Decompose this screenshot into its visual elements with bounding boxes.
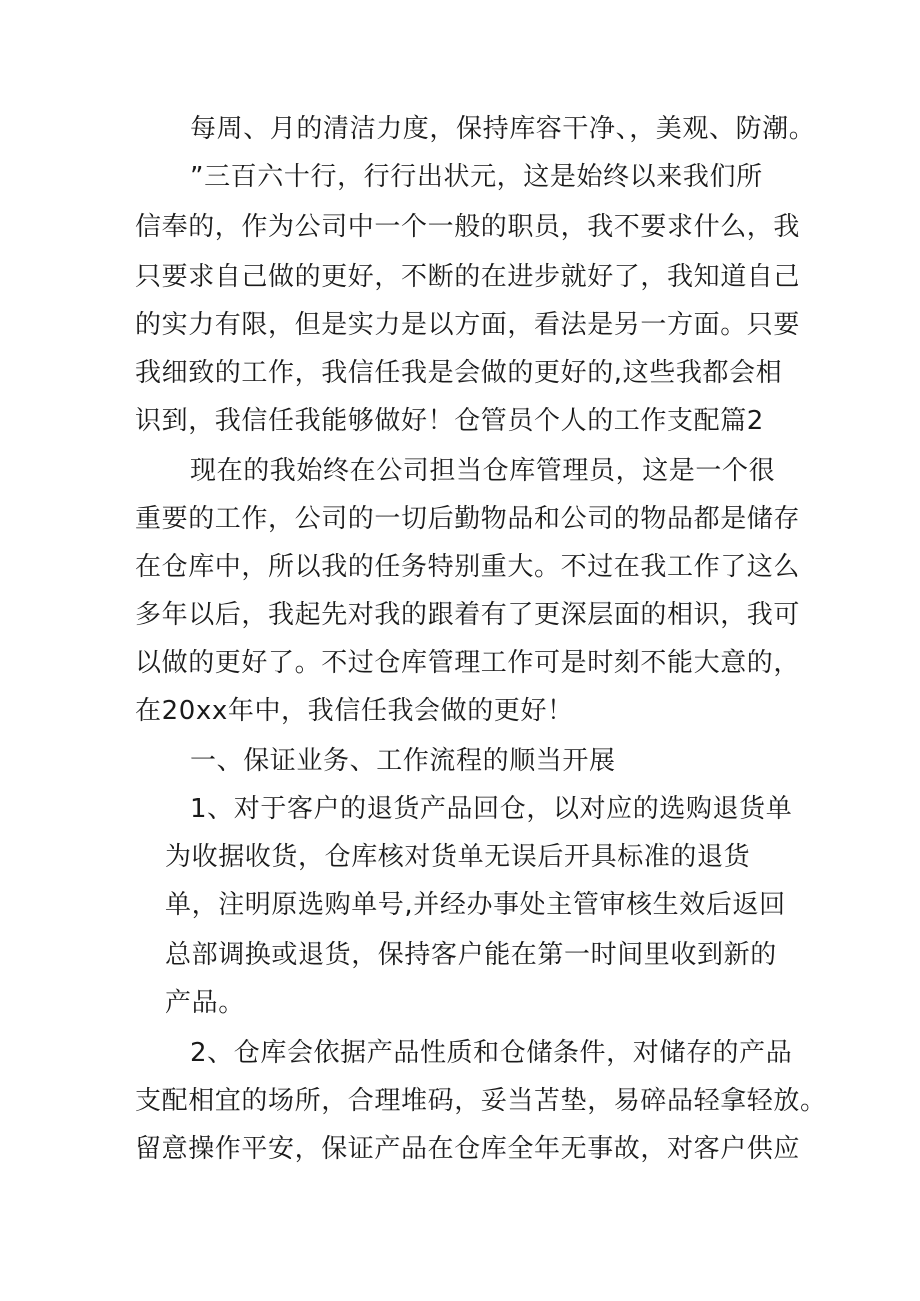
text-line: ”三百六十行，行行出状元，这是始终以来我们所 xyxy=(190,162,763,192)
text-line: 的实力有限，但是实力是以方面，看法是另一方面。只要 xyxy=(135,310,801,340)
text-line: 信奉的，作为公司中一个一般的职员，我不要求什么，我 xyxy=(135,212,801,242)
text-line: 留意操作平安，保证产品在仓库全年无事故，对客户供应 xyxy=(135,1134,801,1164)
text-line: 支配相宜的场所，合理堆码，妥当苫垫，易碎品轻拿轻放。 xyxy=(135,1086,827,1116)
text-line: 只要求自己做的更好，不断的在进步就好了，我知道自己 xyxy=(135,262,801,292)
text-line: 单，注明原选购单号,并经办事处主管审核生效后返回 xyxy=(165,890,786,920)
text-line: 2、仓库会依据产品性质和仓储条件，对储存的产品 xyxy=(190,1038,793,1068)
text-line: 产品。 xyxy=(165,988,245,1018)
text-line: 1、对于客户的退货产品回仓，以对应的选购退货单 xyxy=(190,794,793,824)
text-line: 总部调换或退货，保持客户能在第一时间里收到新的 xyxy=(165,940,777,970)
text-line: 在20xx年中，我信任我会做的更好！ xyxy=(135,696,574,726)
text-line: 现在的我始终在公司担当仓库管理员，这是一个很 xyxy=(190,456,776,486)
text-line: 我细致的工作，我信任我是会做的更好的,这些我都会相 xyxy=(135,358,783,388)
text-line: 重要的工作，公司的一切后勤物品和公司的物品都是储存 xyxy=(135,504,801,534)
text-line: 以做的更好了。不过仓库管理工作可是时刻不能大意的， xyxy=(135,648,801,678)
text-line: 为收据收货，仓库核对货单无误后开具标准的退货 xyxy=(165,842,751,872)
section-heading: 一、保证业务、工作流程的顺当开展 xyxy=(190,746,616,776)
text-line: 识到，我信任我能够做好！仓管员个人的工作支配篇2 xyxy=(135,406,764,436)
text-line: 每周、月的清洁力度，保持库容干净、，美观、防潮。 xyxy=(190,114,816,144)
text-line: 在仓库中，所以我的任务特别重大。不过在我工作了这么 xyxy=(135,552,801,582)
text-line: 多年以后，我起先对我的跟着有了更深层面的相识，我可 xyxy=(135,600,801,630)
